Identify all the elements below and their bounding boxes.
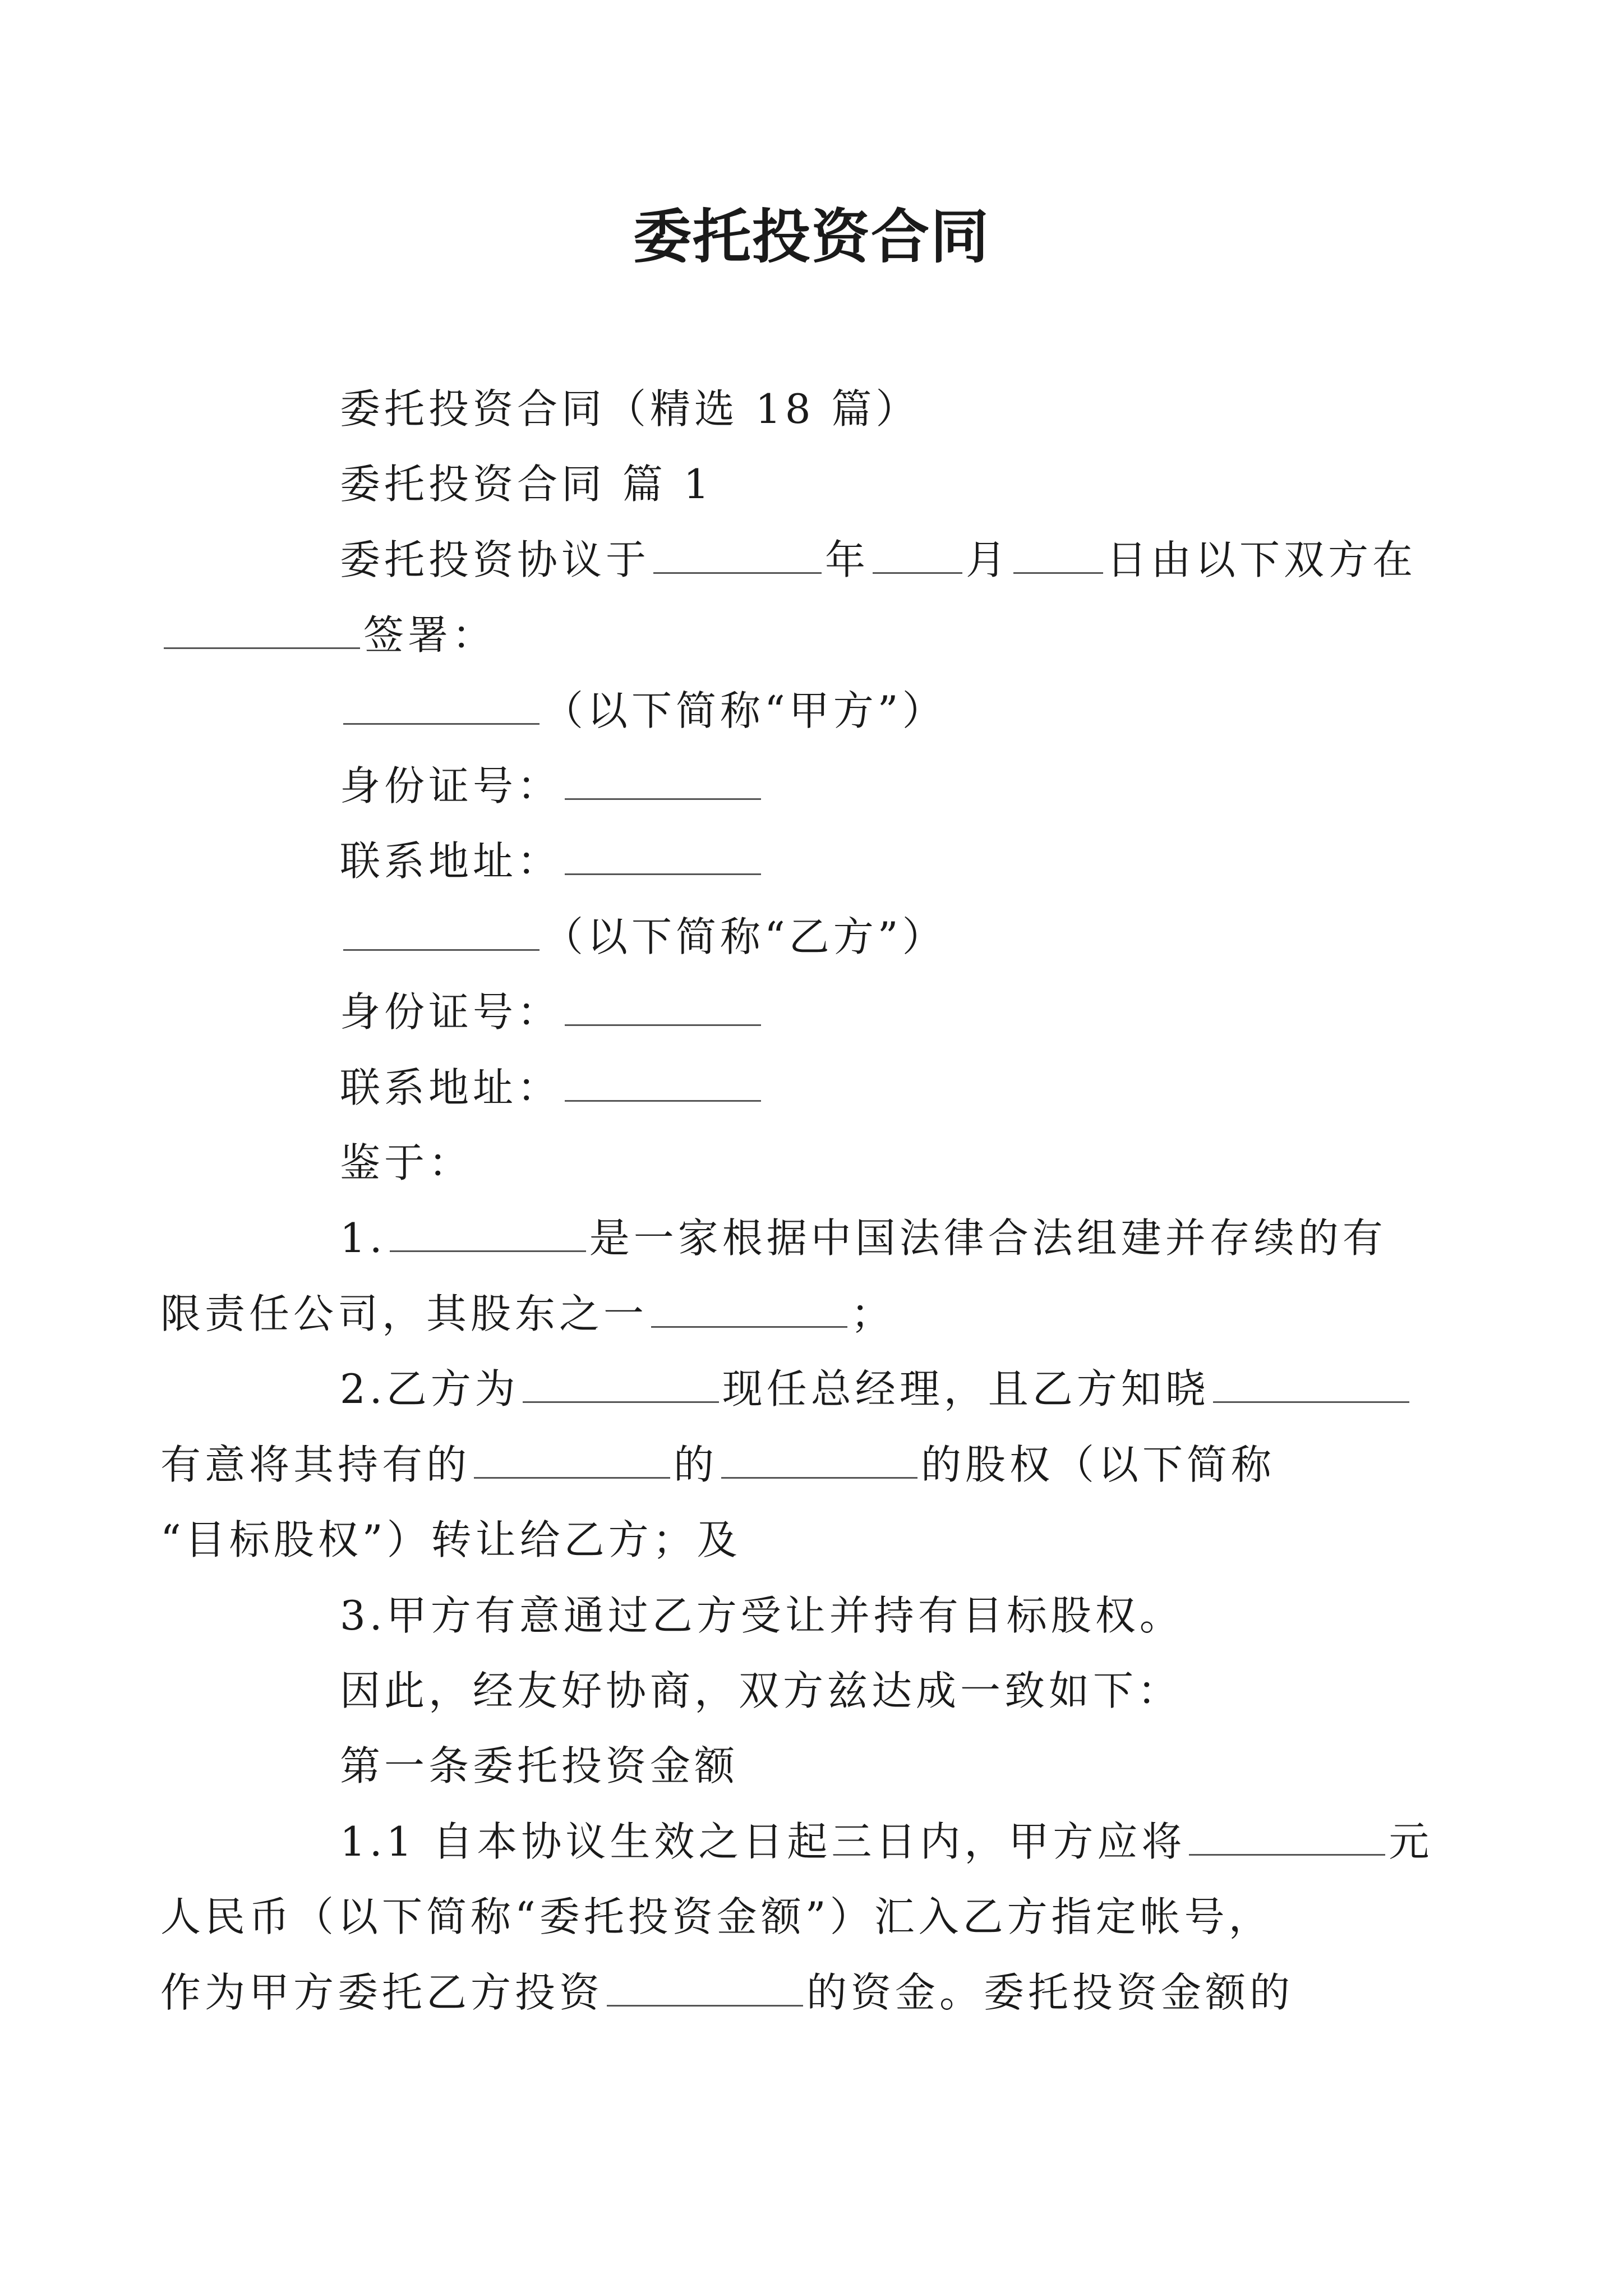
text: 是一家根据中国法律合法组建并存续的有 bbox=[589, 1214, 1387, 1262]
document-title: 委托投资合同 bbox=[633, 202, 990, 271]
blank-line bbox=[474, 1441, 670, 1479]
text: 1.1 自本协议生效之日起三日内，甲方应将 bbox=[340, 1818, 1186, 1865]
blank-line bbox=[1013, 536, 1103, 574]
subtitle-line bbox=[250, 371, 1383, 447]
paragraph-line bbox=[160, 1427, 1383, 1502]
blank-line bbox=[565, 1064, 761, 1102]
text: 元 bbox=[1389, 1818, 1433, 1865]
text: （以下简称“甲方”） bbox=[543, 687, 947, 734]
text: 的资金。委托投资金额的 bbox=[806, 1968, 1294, 2016]
text: 委托投资合同 篇 1 bbox=[340, 461, 713, 508]
text: 签署： bbox=[363, 611, 497, 659]
paragraph-line bbox=[250, 748, 1383, 823]
section-heading bbox=[250, 447, 1383, 522]
paragraph-line bbox=[250, 1578, 1383, 1653]
blank-line bbox=[607, 1969, 803, 2007]
blank-line bbox=[1213, 1365, 1409, 1403]
blank-line bbox=[565, 762, 761, 800]
paragraph-line bbox=[160, 1879, 1383, 1954]
text: 身份证号： bbox=[340, 988, 562, 1036]
paragraph-line bbox=[250, 823, 1383, 899]
paragraph-line bbox=[160, 1955, 1383, 2030]
paragraph-line bbox=[250, 1653, 1383, 1728]
text: 作为甲方委托乙方投资 bbox=[160, 1968, 604, 2016]
text: 委托投资合同（精选 18 篇） bbox=[340, 385, 920, 432]
text: 现任总经理，且乙方知晓 bbox=[722, 1365, 1210, 1413]
section-heading bbox=[250, 1728, 1383, 1803]
text: 限责任公司，其股东之一 bbox=[160, 1290, 648, 1337]
paragraph-line bbox=[160, 1502, 1383, 1577]
text: 月 bbox=[966, 536, 1011, 583]
blank-line bbox=[565, 838, 761, 875]
text: ； bbox=[851, 1290, 896, 1337]
paragraph-line bbox=[250, 1351, 1383, 1427]
text: 第一条委托投资金额 bbox=[340, 1742, 739, 1790]
text: 的 bbox=[674, 1441, 718, 1488]
paragraph-line bbox=[250, 899, 1383, 974]
text: 人民币（以下简称“委托投资金额”）汇入乙方指定帐号， bbox=[160, 1893, 1273, 1941]
paragraph-line bbox=[250, 1804, 1433, 1879]
text: 的股权（以下简称 bbox=[921, 1441, 1276, 1488]
paragraph-line bbox=[250, 522, 1417, 597]
paragraph-line bbox=[160, 597, 1383, 673]
text: 有意将其持有的 bbox=[160, 1441, 471, 1488]
blank-line bbox=[565, 988, 761, 1026]
text: 身份证号： bbox=[340, 762, 562, 810]
blank-line bbox=[390, 1214, 586, 1252]
paragraph-line bbox=[250, 1125, 1383, 1200]
text: 委托投资协议于 bbox=[340, 536, 651, 583]
blank-line bbox=[523, 1365, 719, 1403]
blank-line bbox=[873, 536, 962, 574]
blank-line bbox=[164, 611, 360, 649]
text: 因此，经友好协商，双方兹达成一致如下： bbox=[340, 1667, 1182, 1714]
text: 联系地址： bbox=[340, 1064, 562, 1111]
paragraph-line bbox=[160, 1276, 1383, 1351]
paragraph-line bbox=[250, 1200, 1387, 1276]
document-body bbox=[160, 371, 1433, 2030]
text: 日由以下双方在 bbox=[1106, 536, 1417, 583]
text: 年 bbox=[825, 536, 870, 583]
text: 联系地址： bbox=[340, 838, 562, 885]
blank-line bbox=[653, 536, 822, 574]
text: 3.甲方有意通过乙方受让并持有目标股权。 bbox=[340, 1591, 1184, 1639]
paragraph-line bbox=[250, 1050, 1383, 1125]
text: （以下简称“乙方”） bbox=[543, 913, 947, 960]
paragraph-line bbox=[250, 974, 1383, 1050]
blank-line bbox=[651, 1290, 847, 1328]
text: “目标股权”）转让给乙方；及 bbox=[160, 1516, 741, 1564]
text: 1. bbox=[340, 1214, 386, 1262]
paragraph-line bbox=[250, 673, 1383, 748]
blank-line bbox=[343, 913, 540, 951]
text: 2.乙方为 bbox=[340, 1365, 519, 1413]
blank-line bbox=[343, 687, 540, 725]
blank-line bbox=[721, 1441, 917, 1479]
text: 鉴于： bbox=[340, 1139, 473, 1187]
blank-line bbox=[1189, 1818, 1385, 1856]
